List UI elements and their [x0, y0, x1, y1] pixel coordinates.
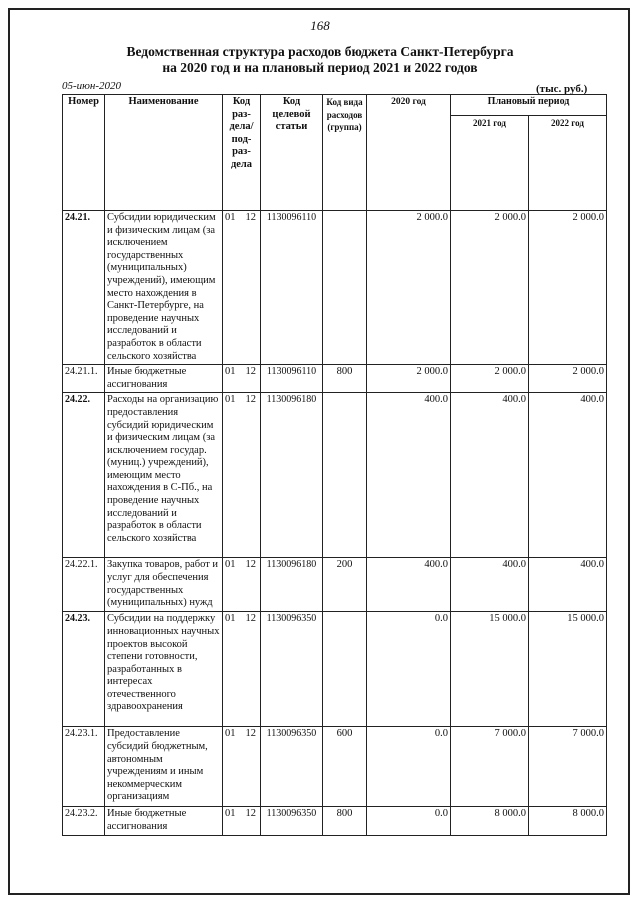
title-line-2: на 2020 год и на плановый период 2021 и 2022 годов	[162, 60, 478, 75]
row-amount-2020: 2 000.0	[367, 211, 451, 365]
section: 01	[225, 559, 236, 571]
section: 01	[225, 728, 236, 740]
row-type-code: 200	[323, 558, 367, 612]
row-amount-2022: 2 000.0	[529, 211, 607, 365]
row-number: 24.21.	[63, 211, 105, 365]
table-row	[63, 365, 607, 393]
row-amount-2021: 400.0	[451, 558, 529, 612]
row-name: Иные бюджетные ассигнования	[105, 807, 223, 835]
row-amount-2020: 0.0	[367, 612, 451, 727]
section: 01	[225, 613, 236, 625]
subsection: 12	[245, 366, 256, 378]
section: 01	[225, 366, 236, 378]
units-label: (тыс. руб.)	[536, 83, 588, 95]
row-target-code: 1130096350	[261, 612, 323, 727]
row-type-code	[323, 393, 367, 558]
row-amount-2020: 400.0	[367, 393, 451, 558]
table-row	[63, 727, 607, 807]
row-amount-2021: 15 000.0	[451, 612, 529, 727]
subsection: 12	[245, 559, 256, 571]
table-row	[63, 211, 607, 365]
subsection: 12	[245, 394, 256, 406]
header-name: Наименование	[105, 95, 223, 211]
row-type-code	[323, 211, 367, 365]
row-section-code	[223, 727, 261, 807]
row-amount-2021: 8 000.0	[451, 807, 529, 835]
row-amount-2022: 400.0	[529, 393, 607, 558]
row-amount-2020: 2 000.0	[367, 365, 451, 393]
row-amount-2022: 2 000.0	[529, 365, 607, 393]
header-target-code: Код целевой статьи	[261, 95, 323, 211]
row-name: Субсидии на поддержку инновационных научных проектов высокой степени готовности, разработанных в интересах отечественного здравоохранения	[105, 612, 223, 727]
row-target-code: 1130096110	[261, 365, 323, 393]
row-section-code	[223, 393, 261, 558]
row-name: Расходы на организацию предоставления субсидий юридическим и физическим лицам (за исключением государ. (муниц.) учреждений), имеющим место нахождения в С-Пб., на проведение научных исследований и разработок в области сельского хозяйства	[105, 393, 223, 558]
header-year-2020: 2020 год	[367, 95, 451, 211]
row-section-code	[223, 807, 261, 835]
row-amount-2020: 400.0	[367, 558, 451, 612]
row-type-code: 800	[323, 807, 367, 835]
table-row	[63, 558, 607, 612]
header-year-2021: 2021 год	[451, 116, 529, 211]
row-number: 24.23.	[63, 612, 105, 727]
row-section-code	[223, 612, 261, 727]
header-section-code: Код раз-дела/ под-раз-дела	[223, 95, 261, 211]
row-type-code: 800	[323, 365, 367, 393]
budget-table	[62, 94, 607, 836]
row-name: Субсидии юридическим и физическим лицам (за исключением государственных (муниципальных) учреждений), имеющим место нахождения в Санкт-Петербурге, на проведение научных исследований и разработок в области сельского хозяйства	[105, 211, 223, 365]
row-type-code	[323, 612, 367, 727]
page-number: 168	[310, 18, 330, 33]
document-title	[0, 44, 640, 76]
header-year-2022: 2022 год	[529, 116, 607, 211]
row-amount-2021: 400.0	[451, 393, 529, 558]
subsection: 12	[245, 613, 256, 625]
title-line-1: Ведомственная структура расходов бюджета Санкт-Петербурга	[126, 44, 514, 59]
subsection: 12	[245, 212, 256, 223]
row-number: 24.22.	[63, 393, 105, 558]
row-target-code: 1130096180	[261, 558, 323, 612]
row-target-code: 1130096350	[261, 807, 323, 835]
row-name: Закупка товаров, работ и услуг для обеспечения государственных (муниципальных) нужд	[105, 558, 223, 612]
row-amount-2022: 8 000.0	[529, 807, 607, 835]
row-number: 24.23.1.	[63, 727, 105, 807]
row-number: 24.22.1.	[63, 558, 105, 612]
table-body	[63, 211, 607, 836]
row-amount-2021: 2 000.0	[451, 211, 529, 365]
row-target-code: 1130096180	[261, 393, 323, 558]
row-section-code	[223, 365, 261, 393]
row-number: 24.21.1.	[63, 365, 105, 393]
row-type-code: 600	[323, 727, 367, 807]
row-target-code: 1130096110	[261, 211, 323, 365]
subsection: 12	[245, 808, 256, 820]
table-row	[63, 393, 607, 558]
row-amount-2020: 0.0	[367, 727, 451, 807]
row-section-code	[223, 558, 261, 612]
row-amount-2021: 7 000.0	[451, 727, 529, 807]
section: 01	[225, 212, 236, 223]
row-amount-2022: 7 000.0	[529, 727, 607, 807]
row-amount-2022: 400.0	[529, 558, 607, 612]
row-amount-2022: 15 000.0	[529, 612, 607, 727]
row-section-code	[223, 211, 261, 365]
row-name: Иные бюджетные ассигнования	[105, 365, 223, 393]
row-target-code: 1130096350	[261, 727, 323, 807]
section: 01	[225, 394, 236, 406]
section: 01	[225, 808, 236, 820]
header-expense-type-code: Код вида расходов (группа)	[323, 95, 367, 211]
row-number: 24.23.2.	[63, 807, 105, 835]
subsection: 12	[245, 728, 256, 740]
row-name: Предоставление субсидий бюджетным, автономным учреждениям и иным некоммерческим организациям	[105, 727, 223, 807]
table-row	[63, 612, 607, 727]
table-row	[63, 807, 607, 835]
row-amount-2021: 2 000.0	[451, 365, 529, 393]
row-amount-2020: 0.0	[367, 807, 451, 835]
header-number: Номер	[63, 95, 105, 211]
document-date: 05-июн-2020	[62, 80, 122, 92]
header-planned-period: Плановый период	[451, 95, 607, 116]
